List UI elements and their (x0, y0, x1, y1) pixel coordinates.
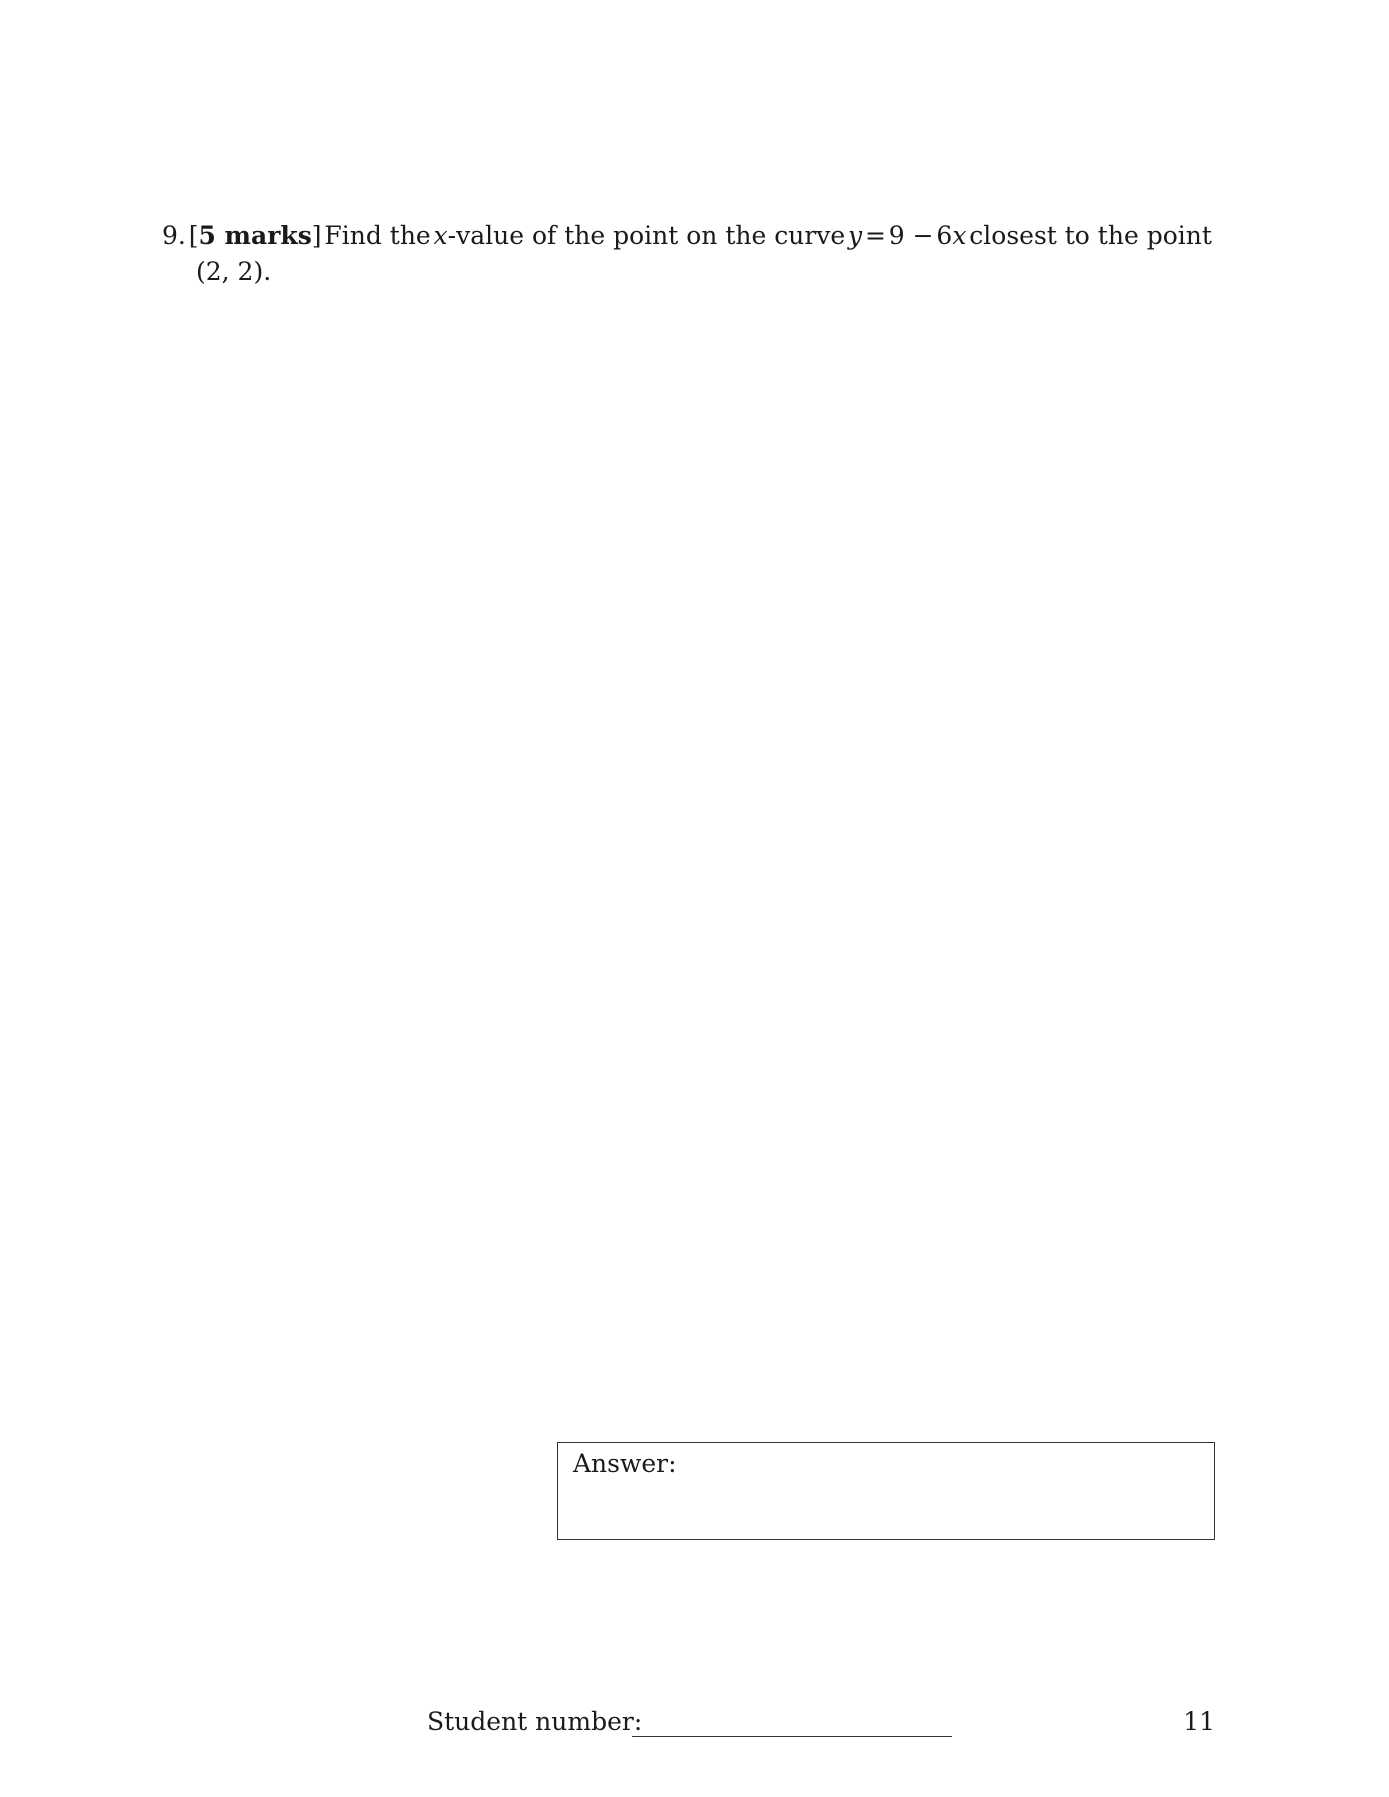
student-number-label: Student number: (427, 1707, 643, 1736)
student-number-line[interactable] (632, 1736, 952, 1737)
question-number: 9. (162, 221, 186, 250)
variable-x: x (433, 221, 448, 250)
question-9 (162, 218, 1212, 290)
variable-y: y (848, 221, 863, 250)
marks-value: 5 marks (198, 221, 312, 250)
question-line-1: 9. [5 marks] Find the x-value of the point on the curve y = 9 − 6x closest to the point (162, 218, 1212, 254)
equals-sign: = (865, 221, 886, 250)
answer-box[interactable] (557, 1442, 1215, 1540)
question-line-2 (162, 254, 1212, 290)
point-coordinates: (2, 2). (196, 257, 272, 286)
page-number: 11 (1183, 1707, 1215, 1736)
variable-x-term: x (952, 221, 967, 250)
question-marks: [5 marks] (188, 221, 322, 250)
answer-label: Answer: (573, 1449, 677, 1478)
